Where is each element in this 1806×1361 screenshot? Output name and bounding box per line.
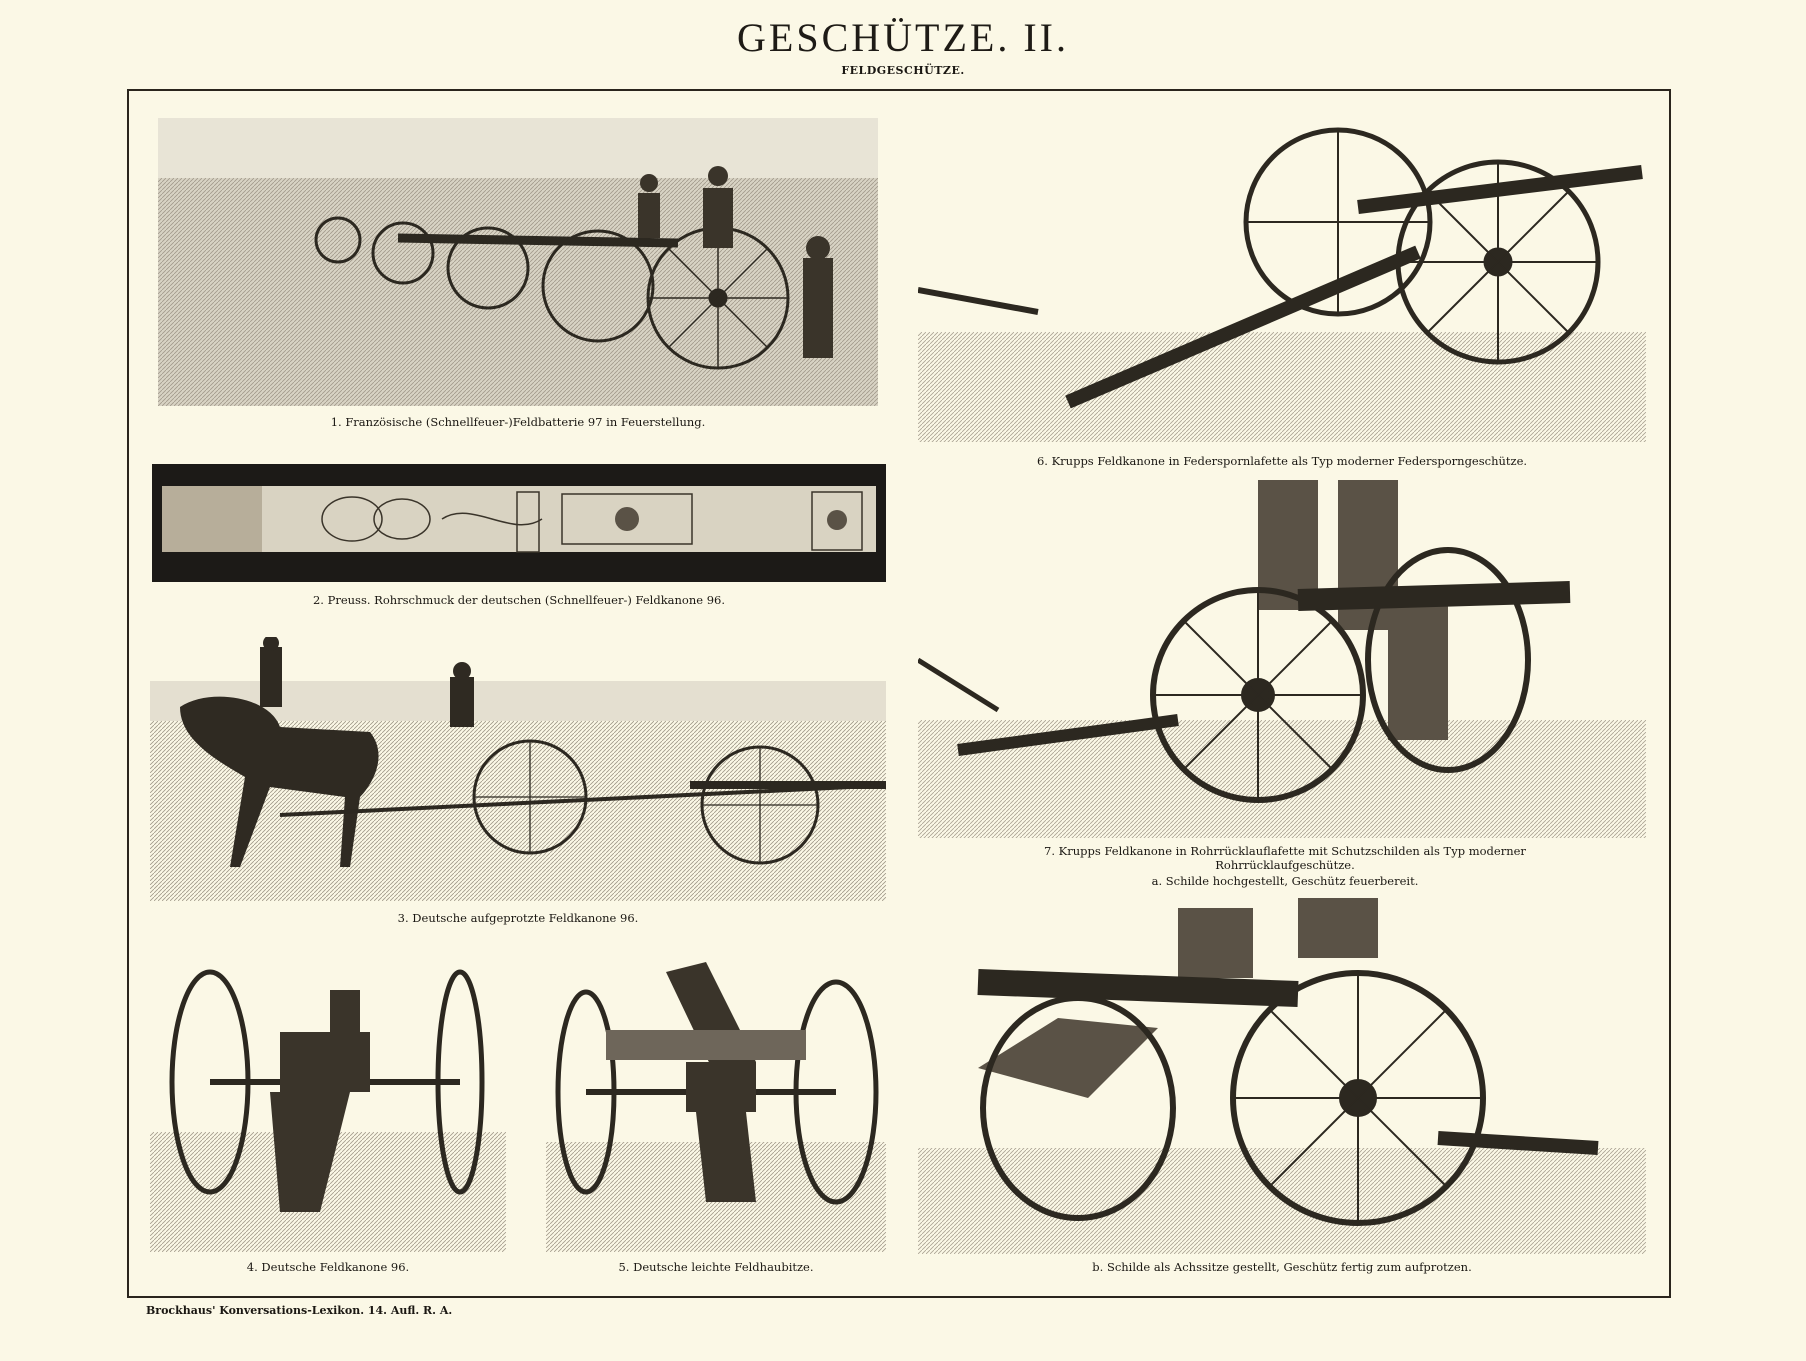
figure-1-caption: 1. Französische (Schnellfeuer-)Feldbatterie 97 in Feuerstellung. [330, 415, 706, 429]
barrel-ornament-engraving [152, 464, 886, 582]
figure-7b-caption: b. Schilde als Achssitze gestellt, Geschütz fertig zum aufprotzen. [1092, 1260, 1472, 1274]
figure-2-illustration [152, 464, 886, 582]
page-title: GESCHÜTZE. II. [737, 15, 1069, 60]
figure-5-caption: 5. Deutsche leichte Feldhaubitze. [618, 1260, 814, 1274]
figure-4-illustration [150, 952, 506, 1252]
krupp-recoil-gun-shields-raised-engraving [918, 480, 1646, 838]
figure-3-caption: 3. Deutsche aufgeprotzte Feldkanone 96. [397, 911, 639, 925]
page-subtitle: FELDGESCHÜTZE. [841, 64, 965, 77]
figure-6-illustration [918, 112, 1646, 442]
light-howitzer-engraving [546, 952, 886, 1252]
figure-1-illustration [158, 118, 878, 406]
figure-7-caption: 7. Krupps Feldkanone in Rohrrücklauflafette mit Schutzschilden als Typ moderner Rohrrücklaufgeschütze. [1044, 844, 1526, 872]
krupp-recoil-gun-axle-seats-engraving [918, 898, 1646, 1254]
figure-6-caption: 6. Krupps Feldkanone in Federspornlafette als Typ moderner Federsporngeschütze. [1036, 454, 1528, 468]
figure-2-caption: 2. Preuss. Rohrschmuck der deutschen (Schnellfeuer-) Feldkanone 96. [312, 593, 726, 607]
figure-7a-illustration [918, 480, 1646, 838]
figure-3-illustration [150, 637, 886, 901]
figure-7b-illustration [918, 898, 1646, 1254]
krupp-spring-spade-gun-engraving [918, 112, 1646, 442]
figure-7a-subcaption: a. Schilde hochgestellt, Geschütz feuerbereit. [1151, 874, 1419, 888]
field-battery-engraving [158, 118, 878, 406]
figure-5-illustration [546, 952, 886, 1252]
figure-4-caption: 4. Deutsche Feldkanone 96. [246, 1260, 410, 1274]
limbered-gun-engraving [150, 637, 886, 901]
publisher-footer: Brockhaus' Konversations-Lexikon. 14. Aufl. R. A. [146, 1304, 453, 1317]
field-gun-96-engraving [150, 952, 506, 1252]
